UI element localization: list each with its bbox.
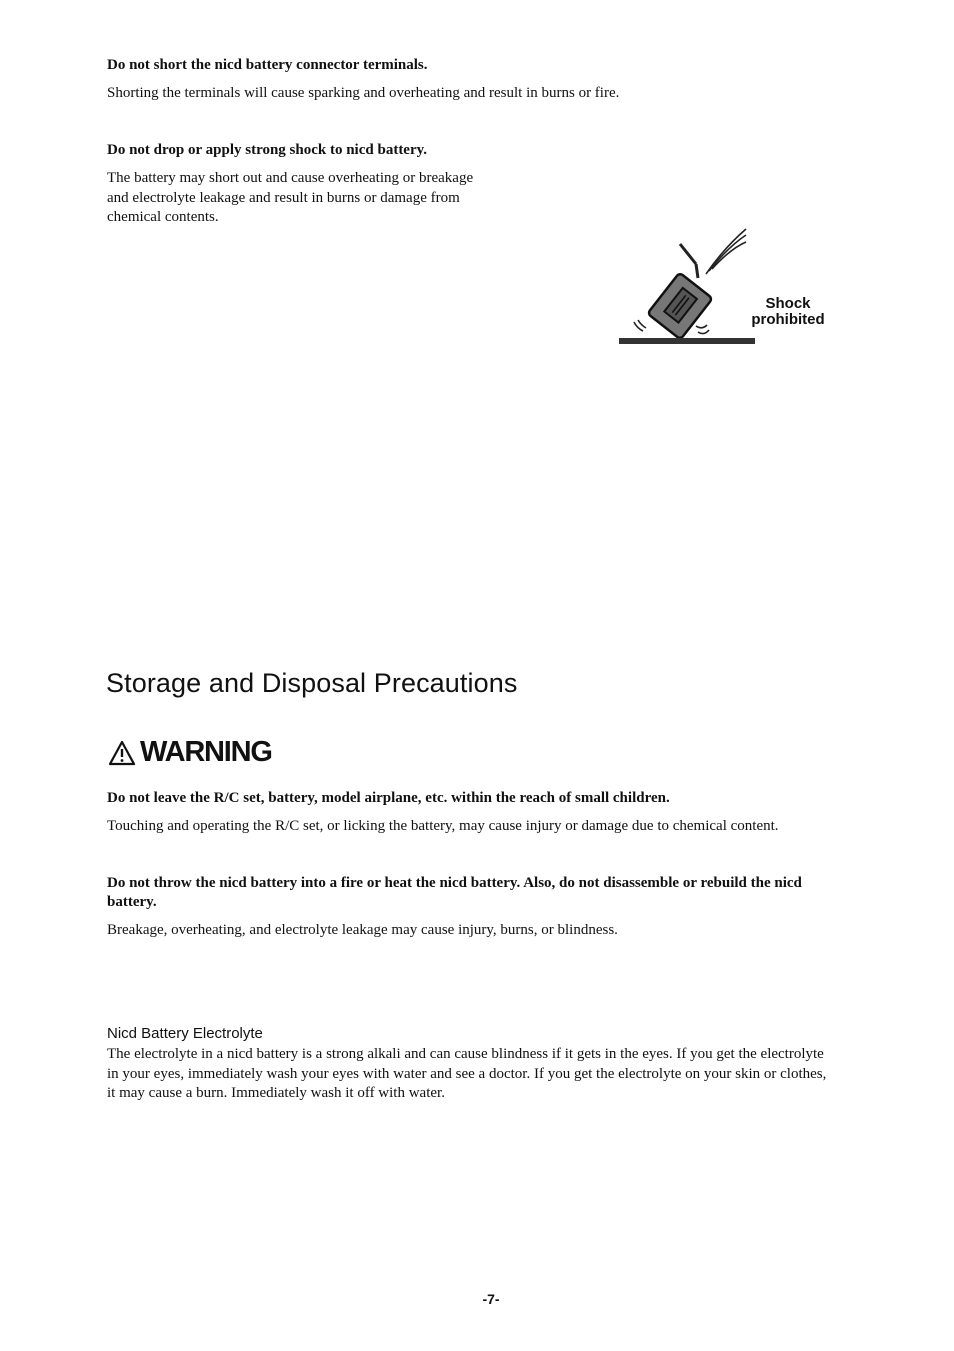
warning-triangle-icon — [108, 740, 136, 766]
precaution-heading-drop-shock: Do not drop or apply strong shock to nicd battery. — [107, 142, 428, 158]
precaution-text-drop-shock — [107, 169, 473, 228]
text-line: The electrolyte in a nicd battery is a strong alkali and can cause blindness if it gets in the eyes. If you get the electrolyte — [107, 1046, 824, 1062]
label-line: Shock — [765, 295, 811, 312]
precaution-heading-short-terminals: Do not short the nicd battery connector terminals. — [107, 57, 428, 73]
text-line: The battery may short out and cause overheating or breakage — [107, 170, 474, 186]
text-line: and electrolyte leakage and result in burns or damage from — [107, 189, 460, 206]
text-line: chemical contents. — [107, 209, 219, 225]
heading-line: battery. — [107, 894, 157, 910]
page-number: -7- — [482, 1291, 500, 1307]
precaution-heading-children: Do not leave the R/C set, battery, model airplane, etc. within the reach of small children. — [107, 790, 670, 806]
heading-line: Do not throw the nicd battery into a fire or heat the nicd battery. Also, do not disassemble or rebuild the nicd — [107, 875, 802, 891]
warning-banner — [108, 736, 272, 769]
precaution-text-fire: Breakage, overheating, and electrolyte leakage may cause injury, burns, or blindness. — [107, 922, 618, 938]
warning-label: WARNING — [140, 736, 272, 768]
electrolyte-text — [107, 1045, 826, 1104]
battery-drop-icon — [612, 224, 772, 350]
text-line: in your eyes, immediately wash your eyes with water and see a doctor. If you get the electrolyte on your skin or clothes, — [107, 1065, 827, 1082]
label-line: prohibited — [751, 311, 825, 328]
precaution-heading-fire — [107, 874, 802, 912]
precaution-text-short-terminals: Shorting the terminals will cause sparking and overheating and result in burns or fire. — [107, 85, 620, 101]
shock-prohibited-label — [738, 296, 838, 328]
electrolyte-title: Nicd Battery Electrolyte — [107, 1025, 263, 1042]
precaution-text-children: Touching and operating the R/C set, or licking the battery, may cause injury or damage due to chemical content. — [107, 818, 779, 834]
page-title: Storage and Disposal Precautions — [106, 668, 518, 698]
text-line: it may cause a burn. Immediately wash it off with water. — [107, 1085, 445, 1101]
